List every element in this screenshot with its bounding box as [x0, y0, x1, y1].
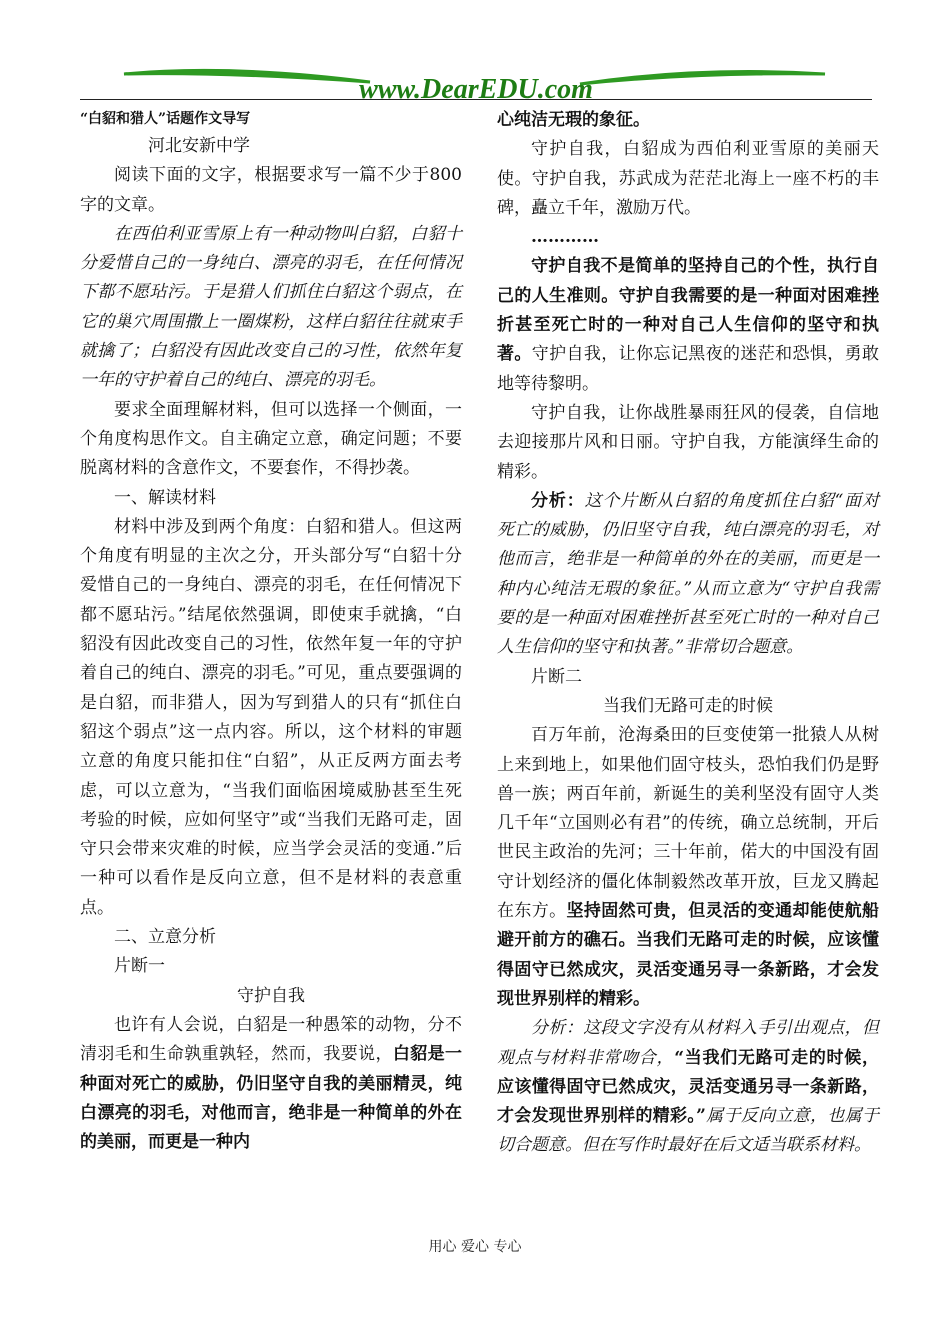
site-header-logo — [80, 60, 872, 102]
fragment-1-paragraph-4: 守护自我，让你战胜暴雨狂风的侵袭，自信地去迎接那片风和日丽。守护自我，方能演绎生命的精彩。 — [497, 402, 879, 482]
fragment-1-label: 片断一 — [114, 956, 165, 977]
fragment-2-label: 片断二 — [531, 666, 582, 687]
right-swoosh — [580, 72, 825, 84]
fragment-1-text: 也许有人会说，白貂是一种愚笨的动物，分不清羽毛和生命孰重孰轻，然而，我要说， — [80, 1014, 462, 1065]
fragment-1-paragraph-3 — [497, 252, 879, 398]
prompt-paragraph: 阅读下面的文字，根据要求写一篇不少于800字的文章。 — [80, 165, 462, 215]
right-column — [497, 106, 879, 1161]
left-column — [80, 106, 462, 1157]
requirements-paragraph: 要求全面理解材料，但可以选择一个侧面，一个角度构思作文。自主确定立意，确定问题；不要脱离材料的含意作文，不要套作，不得抄袭。 — [80, 399, 462, 479]
section-heading-2: 二、立意分析 — [114, 927, 216, 948]
fragment-1-paragraph — [80, 1011, 462, 1157]
analysis-2-intro: 分析：这段文字没有从材料入手引出观点，但观点与材料非常吻合， — [497, 1018, 879, 1068]
fragment-1-title: 守护自我 — [237, 985, 305, 1006]
fragment-1-paragraph-2: 守护自我，白貂成为西伯利亚雪原的美丽天使。守护自我，苏武成为茫茫北海上一座不朽的丰碑，矗立千年，激励万代。 — [497, 139, 879, 218]
fragment-2-text: 百万年前，沧海桑田的巨变使第一批猿人从树上来到地上，如果他们固守枝头，恐怕我们仍是野兽一族；两百年前，新诞生的美利坚没有固守人类几千年“立国则必有君”的传统，确立总统制，开后世民主政治的先河；三十年前，偌大的中国没有固守计划经济的僵化体制毅然改革开放，巨龙又腾起在东方。 — [497, 725, 879, 922]
fragment-1-bold-claim: 守护自我不是简单的坚持自己的个性，执行自己的人生准则。守护自我需要的是一种面对困难挫折甚至死亡时的一种对自己人生信仰的坚守和执著。 — [497, 256, 879, 365]
fragment-1-bold-text: 白貂是一种面对死亡的威胁，仍旧坚守自我的美丽精灵，纯白漂亮的羽毛，对他而言，绝非是一种简单的外在的美丽，而更是一种内 — [80, 1044, 463, 1153]
fragment-2-bold-text: 坚持固然可贵，但灵活的变通却能使航船避开前方的礁石。当我们无路可走的时候，应该懂得固守已然成灾，灵活变通另寻一条新路，才会发现世界别样的精彩。 — [497, 901, 880, 1009]
school-name: 河北安新中学 — [148, 136, 250, 156]
analysis-2-quote: “当我们无路可走的时候，应该懂得固守已然成灾，灵活变通另寻一条新路，才会发现世界别样的精彩。” — [497, 1047, 879, 1127]
dearedu-swoosh-logo — [80, 60, 872, 102]
fragment-2-paragraph — [497, 721, 879, 1014]
page-footer: 用心 爱心 专心 — [428, 1239, 522, 1255]
fragment-2-title: 当我们无路可走的时候 — [603, 695, 773, 716]
site-url: www.DearEDU.com — [359, 74, 593, 102]
analysis-1-label: 分析： — [531, 490, 585, 511]
analysis-1 — [497, 487, 879, 663]
fragment-1-followup: 守护自我，让你忘记黑夜的迷茫和恐惧，勇敢地等待黎明。 — [497, 344, 880, 394]
fragment-1-continued: 心纯洁无瑕的象征。 — [497, 110, 650, 130]
article-title: “白貂和猎人”话题作文导写 — [80, 111, 251, 127]
analysis-2-tail: 属于反向立意，也属于切合题意。但在写作时最好在后文适当联系材料。 — [497, 1106, 880, 1156]
section-heading-1: 一、解读材料 — [114, 487, 216, 508]
ellipsis: ………… — [531, 227, 599, 248]
analysis-paragraph: 材料中涉及到两个角度：白貂和猎人。但这两个角度有明显的主次之分，开头部分写“白貂十分爱惜自己的一身纯白、漂亮的羽毛，在任何情况下都不愿玷污。”结尾依然强调，即使束手就擒，“白貂没有因此改变自己的习性，依然年复一年的守护着自己的纯白、漂亮的羽毛。”可见，重点要强调的是白貂，而非猎人，因为写到猎人的只有“抓住白貂这个弱点”这一点内容。所以，这个材料的审题立意的角度只能扣住“白貂”，从正反两方面去考虑，可以立意为，“当我们面临困境威胁甚至生死考验的时候，应如何坚守”或“当我们无路可走，固守只会带来灾难的时候，应当学会灵活的变通.”后一种可以看作是反向立意，但不是材料的表意重点。 — [80, 516, 462, 918]
analysis-1-text: 这个片断从白貂的角度抓住白貂“面对死亡的威胁，仍旧坚守自我，纯白漂亮的羽毛，对他而言，绝非是一种简单的外在的美丽，而更是一种内心纯洁无瑕的象征。”从而立意为“守护自我需要的是一种面对困难挫折甚至死亡时的一种对自己人生信仰的坚守和执著。”非常切合题意。 — [497, 490, 879, 658]
material-paragraph: 在西伯利亚雪原上有一种动物叫白貂，白貂十分爱惜自己的一身纯白、漂亮的羽毛，在任何情况下都不愿玷污。于是猎人们抓住白貂这个弱点，在它的巢穴周围撒上一圈煤粉，这样白貂往往就束手就擒了；白貂没有因此改变自己的习性，依然年复一年的守护着自己的纯白、漂亮的羽毛。 — [80, 223, 462, 391]
left-swoosh — [124, 70, 370, 82]
header-rule — [80, 99, 872, 100]
analysis-2 — [497, 1014, 879, 1160]
